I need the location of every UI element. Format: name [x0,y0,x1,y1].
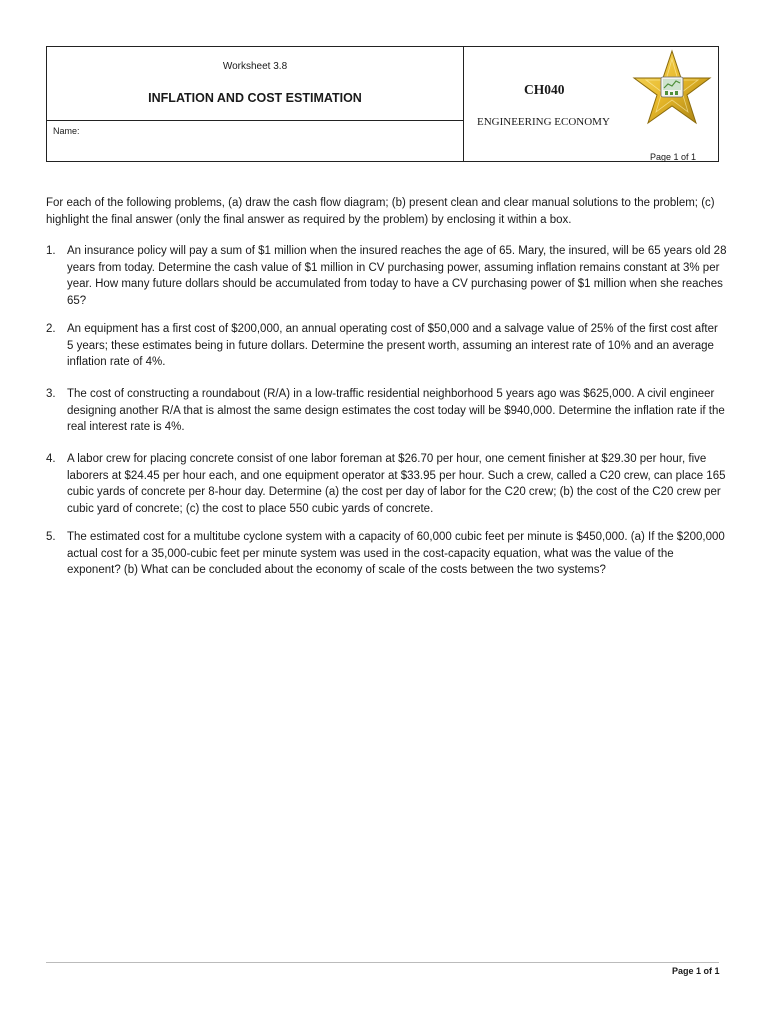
header-table [46,46,719,162]
name-row [47,120,463,161]
problem-number: 1. [46,245,56,257]
problem-number: 4. [46,453,56,465]
header-page-number: Page 1 of 1 [650,152,697,162]
problem-text: An insurance policy will pay a sum of $1 million when the insured reaches the age of 65. Mary, the insured, will be 65 years old 28 years from today. Determine the cash value of $1 million in CV purchasing power, assuming inflation remains constant at 3% per year. How many future dollars should be accumulated from today to have a CV purchasing power of $1 million when she reaches 65? [67,245,727,307]
header-left-cell [47,47,464,161]
footer-page-number: Page 1 of 1 [672,966,720,976]
problem-text: The cost of constructing a roundabout (R/A) in a low-traffic residential neighborhood 5 years ago was $625,000. A civil engineer designing another R/A that is almost the same design estimates the cost today will be $940,000. Determine the inflation rate if the real interest rate is 4%. [67,388,725,433]
problem-number: 2. [46,323,56,335]
problem-text: A labor crew for placing concrete consist of one labor foreman at $26.70 per hour, one cement finisher at $29.30 per hour, five laborers at $24.45 per hour each, and one equipment operator at $33.95 per hour. Such a crew, called a C20 crew, can place 165 cubic yards of concrete per 8-hour day. Determine (a) the cost per day of labor for the C20 crew; (b) the cost of the C20 crew per cubic yard of concrete; (c) the cost to place 550 cubic yards of concrete. [67,453,726,515]
footer-divider [46,962,719,963]
worksheet-number: Worksheet 3.8 [222,61,288,72]
worksheet-title: INFLATION AND COST ESTIMATION [148,91,362,105]
problem-number: 3. [46,388,56,400]
course-code: CH040 [524,82,565,97]
star-emblem-icon [632,49,712,127]
problem-text: An equipment has a first cost of $200,000, an annual operating cost of $50,000 and a salvage value of 25% of the first cost after 5 years; these estimates being in future dollars. Determine the present worth, assuming an interest rate of 10% and an average inflation rate of 4%. [67,323,718,368]
problem-number: 5. [46,531,56,543]
problem-text: The estimated cost for a multitube cyclone system with a capacity of 60,000 cubic feet per minute is $450,000. (a) If the $200,000 actual cost for a 35,000-cubic feet per minute system was used in the cost-capacity equation, what was the value of the exponent? (b) What can be concluded about the economy of scale of the costs between the two systems? [67,531,725,576]
course-name: ENGINEERING ECONOMY [477,116,610,128]
instructions-text: For each of the following problems, (a) draw the cash flow diagram; (b) present clean and clear manual solutions to the problem; (c) highlight the final answer (only the final answer as required by the problem) by enclosing it within a box. [46,197,715,226]
name-label: Name: [53,126,80,136]
